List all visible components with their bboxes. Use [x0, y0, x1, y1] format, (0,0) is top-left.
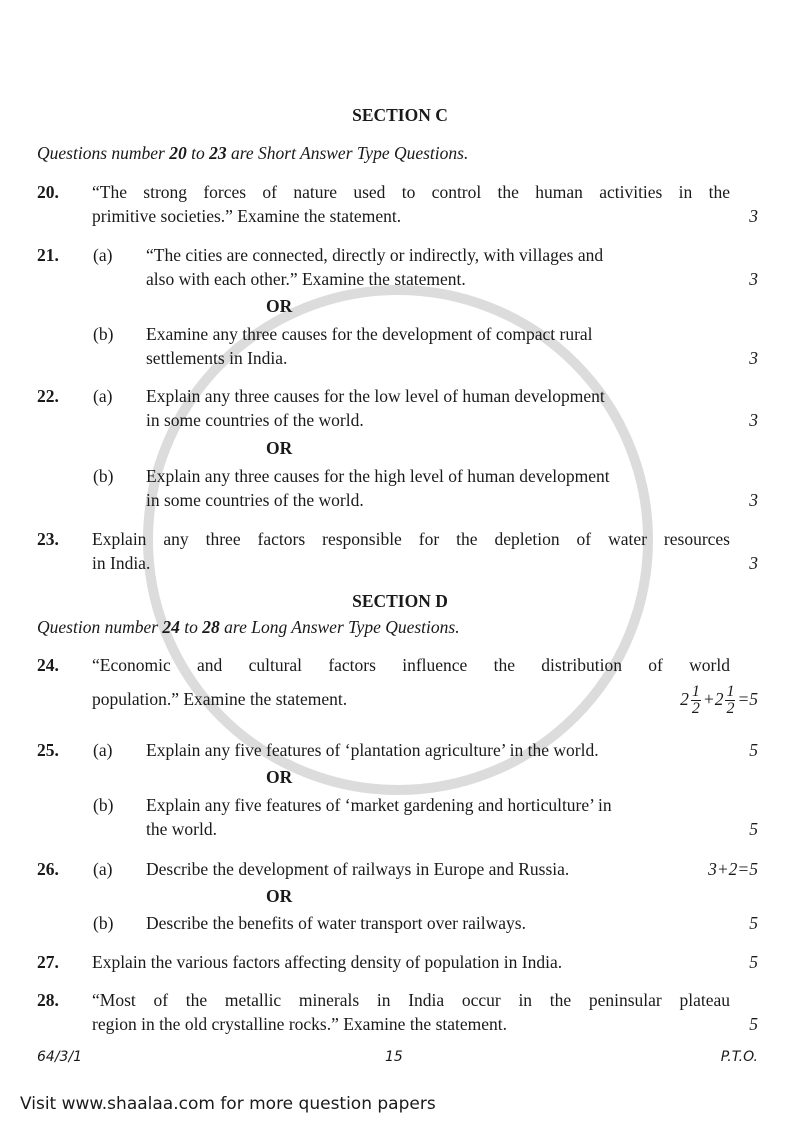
option-label: (a)	[93, 245, 113, 265]
question-number: 23.	[37, 529, 59, 549]
option-label: (a)	[93, 859, 113, 879]
option-label: (b)	[93, 913, 114, 933]
question-number: 22.	[37, 386, 59, 406]
question-number: 21.	[37, 245, 59, 265]
question-text: Explain any three causes for the low level of human development	[146, 386, 605, 406]
option-label: (b)	[93, 324, 114, 344]
question-number: 26.	[37, 859, 59, 879]
paper-code: 64/3/1	[37, 1049, 83, 1065]
question-text: region in the old crystalline rocks.” Examine the statement.	[92, 1014, 508, 1034]
marks: 2 $\frac{1}{2}$ +2 $\frac{1}{2}$ =5	[680, 683, 758, 718]
question-text: Describe the development of railways in Europe and Russia.	[146, 859, 570, 879]
question-text: Explain the various factors affecting density of population in India.	[92, 952, 563, 972]
question-text: primitive societies.” Examine the statement.	[92, 206, 402, 226]
marks: 3	[749, 348, 758, 368]
visit-link[interactable]: Visit www.shaalaa.com for more question papers	[20, 1094, 436, 1114]
or-label: OR	[266, 438, 293, 458]
question-text: settlements in India.	[146, 348, 288, 368]
question-text: population.” Examine the statement.	[92, 689, 348, 709]
marks: 3	[749, 410, 758, 430]
question-text: Examine any three causes for the development of compact rural	[146, 324, 593, 344]
section-d-instructions: Question number 24 to 28 are Long Answer Type Questions.	[37, 617, 460, 637]
question-text: in some countries of the world.	[146, 490, 364, 510]
question-text: “The cities are connected, directly or indirectly, with villages and	[146, 245, 604, 265]
marks: 3	[749, 269, 758, 289]
question-number: 25.	[37, 740, 59, 760]
or-label: OR	[266, 767, 293, 787]
option-label: (a)	[93, 740, 113, 760]
question-text: “Economic and cultural factors influence the distribution of world	[92, 655, 730, 675]
question-text: Explain any five features of ‘market gardening and horticulture’ in	[146, 795, 612, 815]
marks: 5	[749, 740, 758, 760]
question-text: Explain any five features of ‘plantation agriculture’ in the world.	[146, 740, 599, 760]
question-number: 27.	[37, 952, 59, 972]
question-text: Explain any three factors responsible for the depletion of water resources	[92, 529, 730, 549]
question-text: “Most of the metallic minerals in India occur in the peninsular plateau	[92, 990, 730, 1010]
or-label: OR	[266, 886, 293, 906]
question-text: in India.	[92, 553, 151, 573]
section-c-title: SECTION C	[352, 105, 448, 125]
question-text: also with each other.” Examine the statement.	[146, 269, 466, 289]
question-number: 24.	[37, 655, 59, 675]
question-text: the world.	[146, 819, 217, 839]
question-text: “The strong forces of nature used to control the human activities in the	[92, 182, 730, 202]
marks: 5	[749, 819, 758, 839]
marks: 3	[749, 490, 758, 510]
question-text: Explain any three causes for the high level of human development	[146, 466, 610, 486]
option-label: (b)	[93, 795, 114, 815]
option-label: (a)	[93, 386, 113, 406]
question-number: 20.	[37, 182, 59, 202]
or-label: OR	[266, 296, 293, 316]
marks: 3	[749, 206, 758, 226]
question-number: 28.	[37, 990, 59, 1010]
marks: 5	[749, 1014, 758, 1034]
question-text: in some countries of the world.	[146, 410, 364, 430]
marks: 5	[749, 952, 758, 972]
marks: 5	[749, 913, 758, 933]
pto-label: P.T.O.	[720, 1049, 758, 1065]
option-label: (b)	[93, 466, 114, 486]
question-text: Describe the benefits of water transport over railways.	[146, 913, 526, 933]
section-d-title: SECTION D	[352, 591, 448, 611]
page-number: 15	[385, 1049, 403, 1065]
marks: 3+2=5	[708, 859, 758, 879]
section-c-instructions: Questions number 20 to 23 are Short Answer Type Questions.	[37, 143, 469, 163]
marks: 3	[749, 553, 758, 573]
